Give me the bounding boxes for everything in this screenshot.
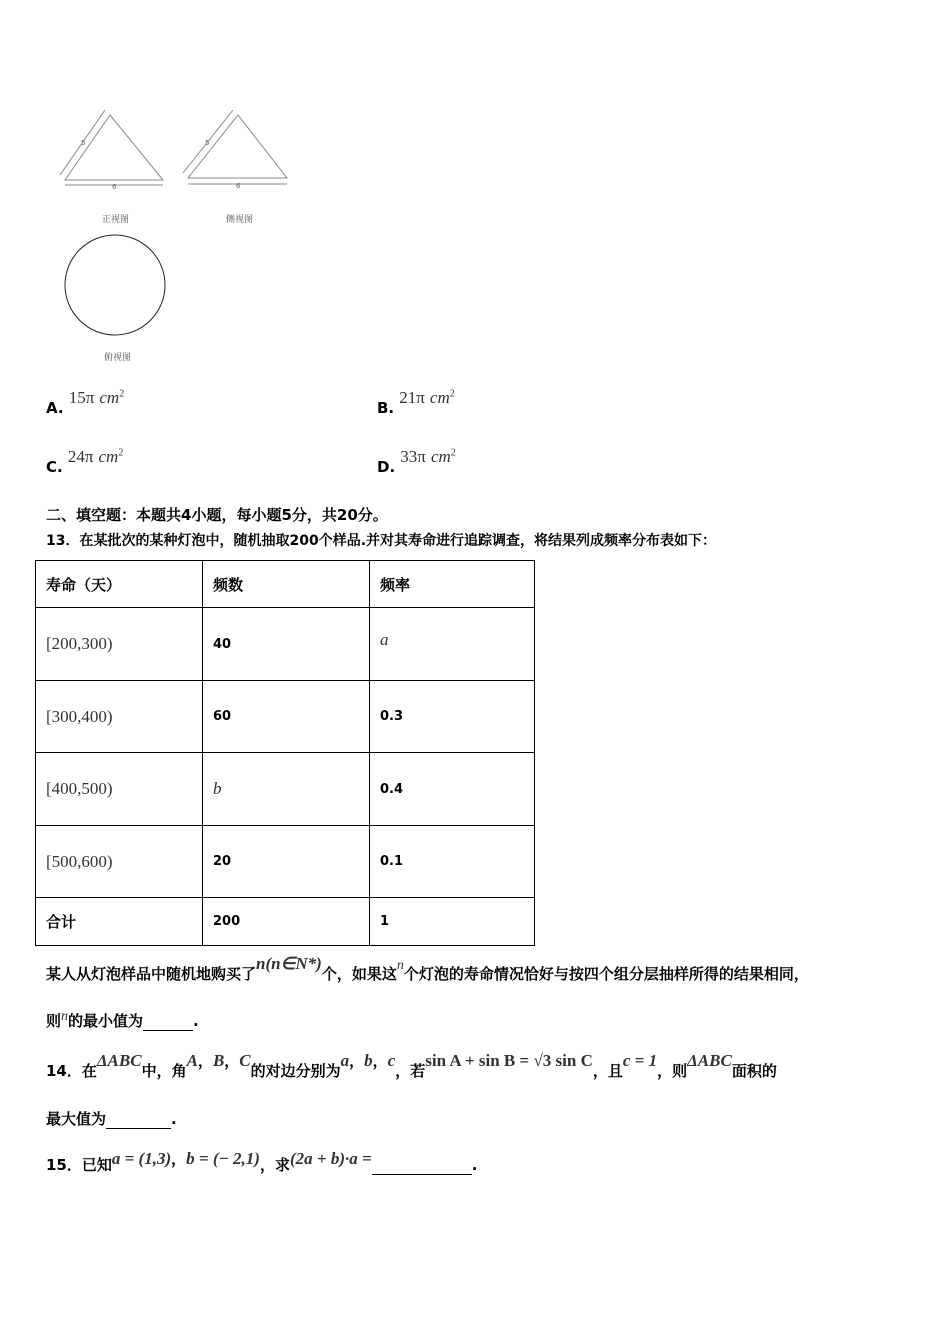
answer-blank[interactable] xyxy=(372,1156,472,1175)
q14-line1: 14．在ΔABC中，角A，B，C的对边分别为a，b，c，若sin A + sin B = √3 sin C，且c = 1，则ΔABC面积的 xyxy=(46,1051,777,1080)
cell: [500,600) xyxy=(36,826,203,898)
cell: 40 xyxy=(203,608,370,681)
cell: 合计 xyxy=(36,898,203,946)
table-row-total xyxy=(36,898,535,946)
table-row xyxy=(36,753,535,826)
option-a[interactable]: A. 15π $cm^2$ xyxy=(46,388,125,417)
cell: [200,300) xyxy=(36,608,203,681)
cell: [400,500) xyxy=(36,753,203,826)
cell: a xyxy=(370,604,535,677)
option-d[interactable]: D. 33π $cm^2$ xyxy=(377,447,456,476)
front-view-caption: 正视图 xyxy=(102,215,130,225)
table-row xyxy=(36,826,535,898)
option-c[interactable]: C. 24π $cm^2$ xyxy=(46,447,124,476)
q13-stem: 13．在某批次的某种灯泡中，随机抽取200个样品.并对其寿命进行追踪调查，将结果列成频率分布表如下： xyxy=(46,533,717,549)
q13-line2: 则n的最小值为 . xyxy=(46,1009,199,1030)
header-cell: 频率 xyxy=(370,561,535,608)
cell: 60 xyxy=(203,681,370,753)
cell: [300,400) xyxy=(36,681,203,753)
table-row xyxy=(36,608,535,681)
cell: 0.4 xyxy=(370,753,535,826)
answer-blank[interactable] xyxy=(106,1110,171,1129)
cell: b xyxy=(203,753,370,826)
option-b[interactable]: B. 21π $cm^2$ xyxy=(377,388,455,417)
three-view-figure xyxy=(55,105,305,365)
table-row xyxy=(36,681,535,753)
header-cell: 寿命（天） xyxy=(36,561,203,608)
top-view-circle xyxy=(65,235,165,335)
cell: 0.3 xyxy=(370,681,535,753)
cell: 200 xyxy=(203,898,370,946)
answer-blank[interactable] xyxy=(143,1012,193,1031)
top-view-caption: 俯视图 xyxy=(104,353,132,363)
q15-line: 15．已知a = (1,3)，b = (− 2,1)，求(2a + b)·a = . xyxy=(46,1149,478,1174)
front-slant-label: 5 xyxy=(81,139,86,147)
table-header xyxy=(36,561,535,608)
cell: 20 xyxy=(203,826,370,898)
q14-line2: 最大值为 . xyxy=(46,1110,177,1128)
front-base-label: 6 xyxy=(112,183,117,191)
q13-line1: 某人从灯泡样品中随机地购买了n(n∈N*)个，如果这n个灯泡的寿命情况恰好与按四个组分层抽样所得的结果相同， xyxy=(46,954,809,983)
side-view xyxy=(183,110,287,184)
side-view-caption: 侧视图 xyxy=(226,215,254,225)
section-heading: 二、填空题：本题共4小题，每小题5分，共20分。 xyxy=(46,506,388,524)
frequency-table xyxy=(35,560,535,946)
front-view xyxy=(60,110,163,185)
cell: 1 xyxy=(370,898,535,946)
header-cell: 频数 xyxy=(203,561,370,608)
side-slant-label: 5 xyxy=(205,139,210,147)
cell: 0.1 xyxy=(370,826,535,898)
side-base-label: 6 xyxy=(236,182,241,190)
